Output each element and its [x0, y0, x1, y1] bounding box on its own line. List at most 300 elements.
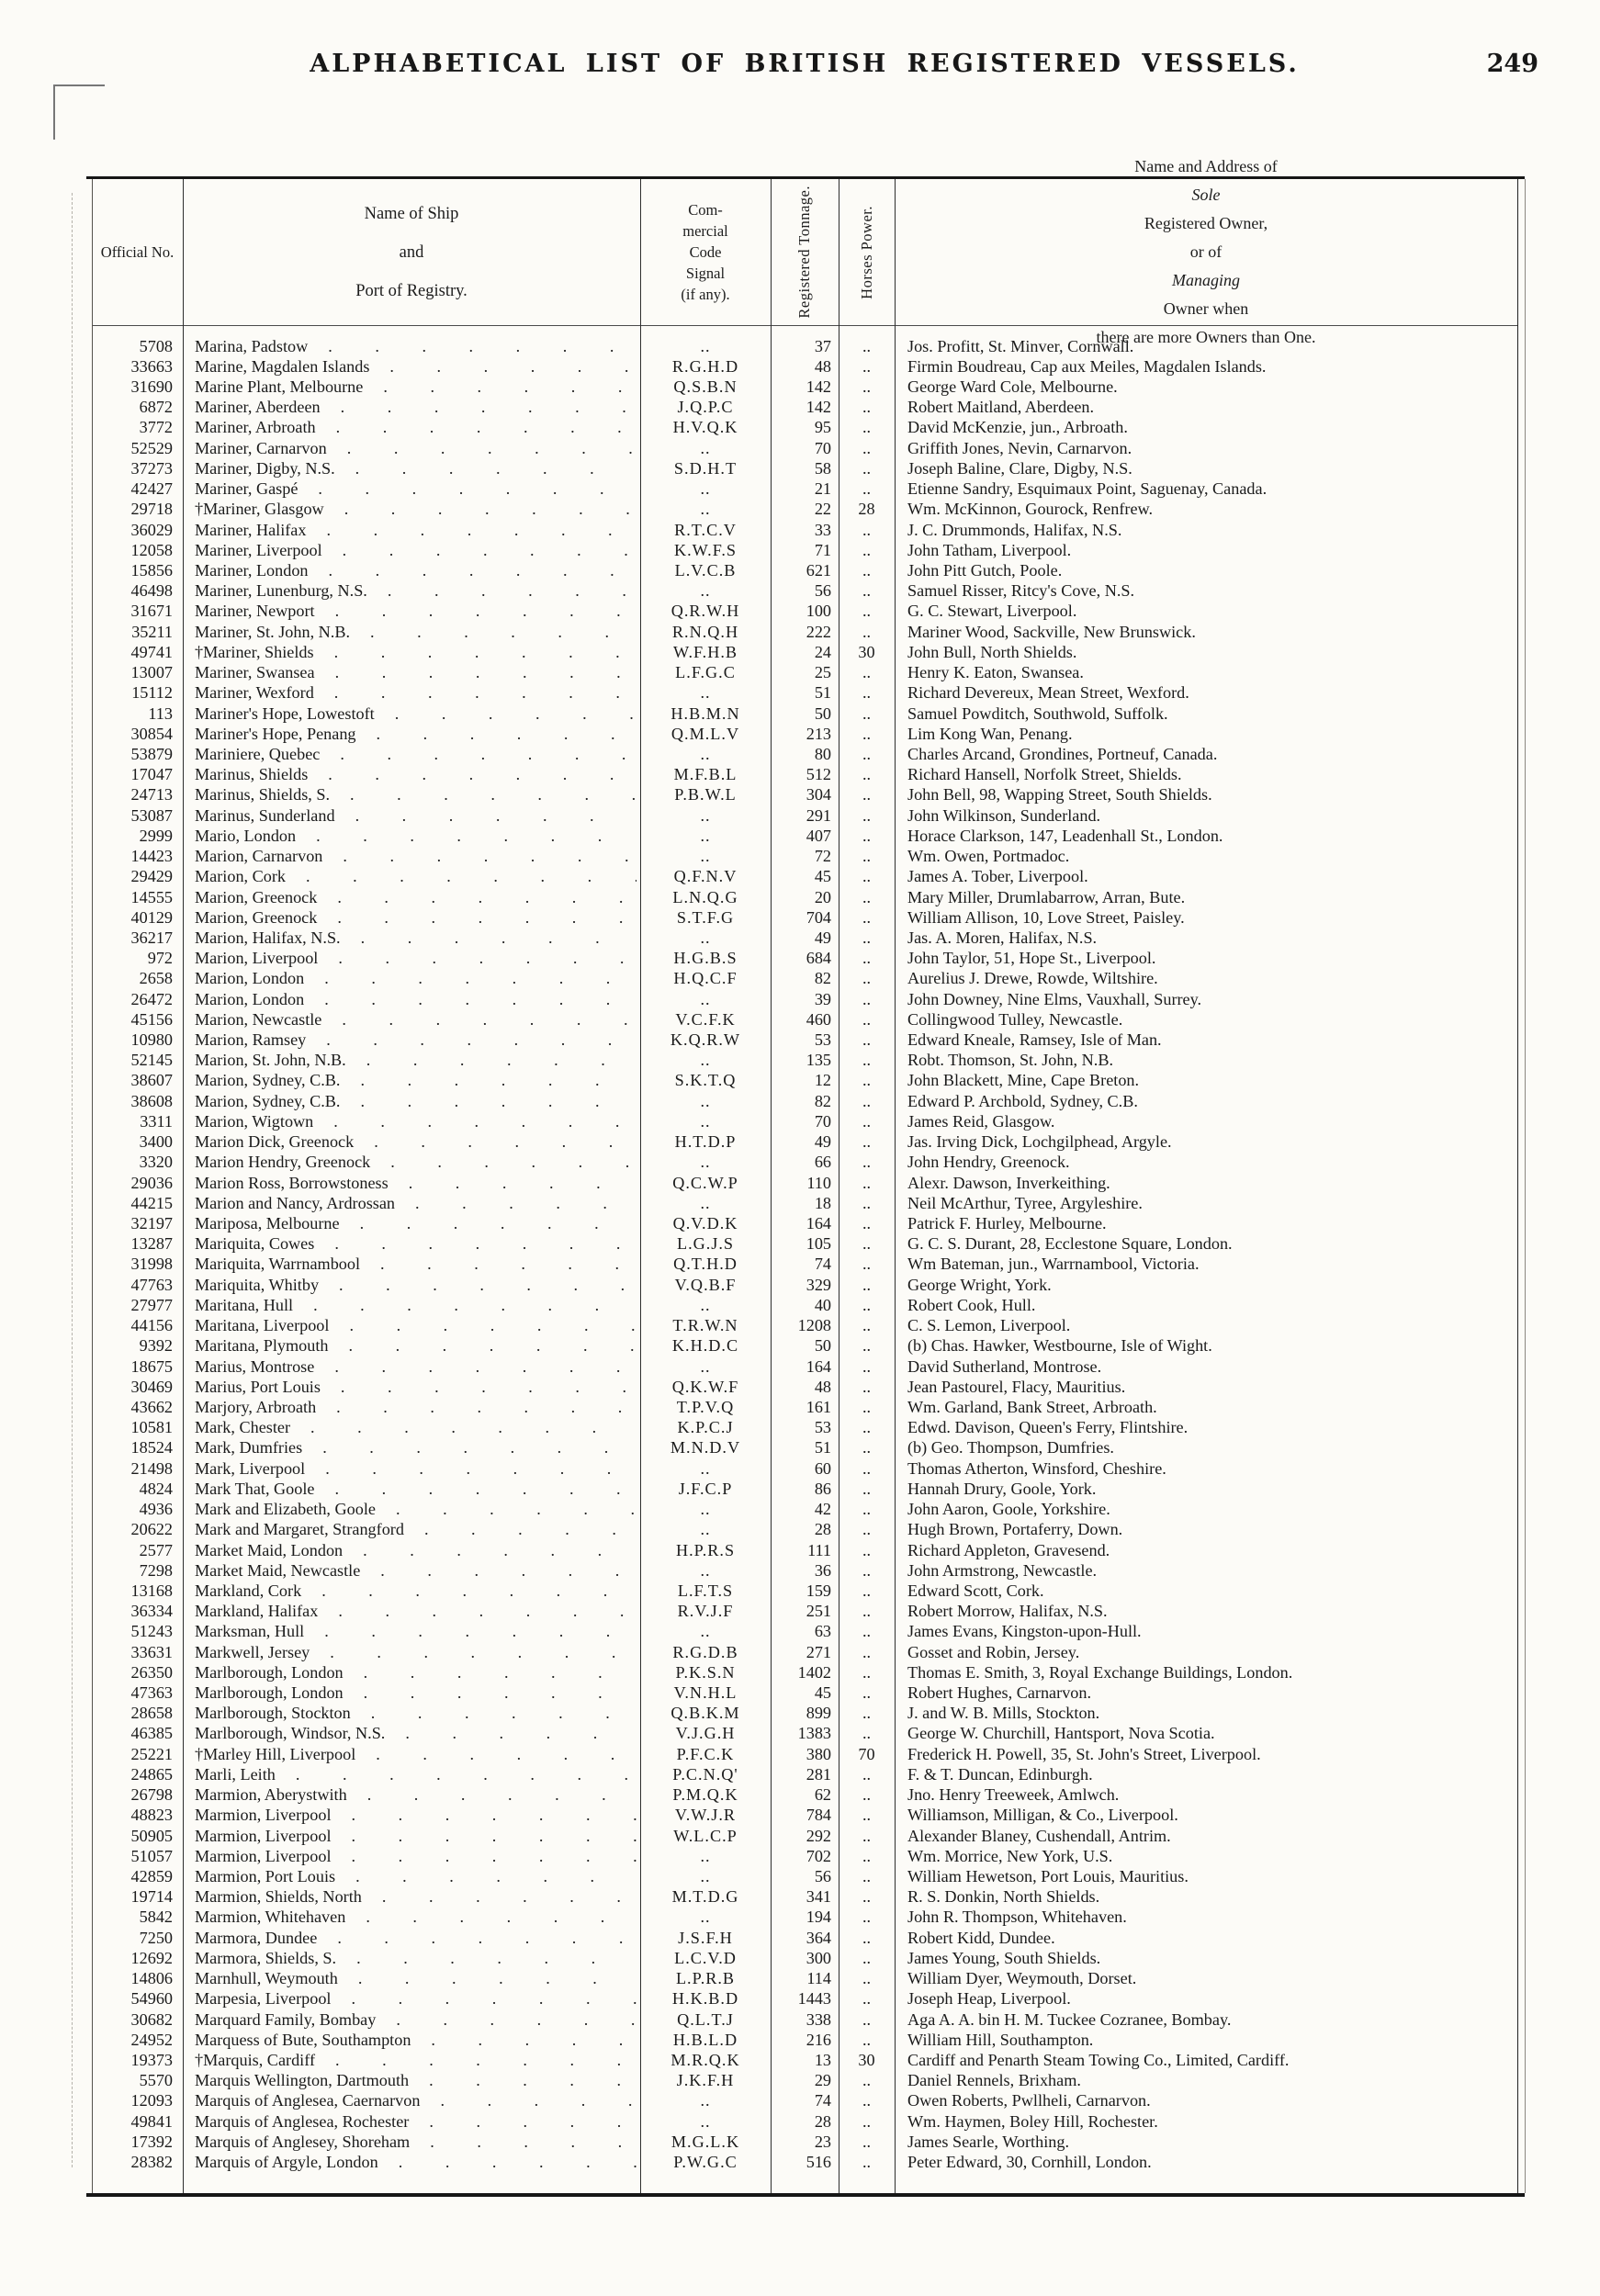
- code-signal-cell: ..: [700, 847, 711, 866]
- table-row: [92, 2050, 1517, 2070]
- leader-dots: [355, 1867, 637, 1886]
- table-row: [92, 1316, 1517, 1336]
- owner-cell: G. C. Stewart, Liverpool.: [907, 602, 1077, 621]
- ship-name-cell: Marnhull, Weymouth . . .: [183, 1969, 640, 1988]
- code-signal-cell: V.N.H.L: [673, 1683, 738, 1703]
- official-no-cell: 14555: [130, 887, 173, 906]
- tonnage-cell: 18: [814, 1193, 831, 1212]
- code-signal-cell: R.G.D.B: [672, 1642, 738, 1661]
- official-no-cell: 13168: [130, 1581, 173, 1600]
- official-no-cell: 42427: [130, 479, 173, 499]
- tonnage-cell: 36: [814, 1560, 831, 1580]
- table-row: [92, 744, 1517, 764]
- leader-dots: [405, 1724, 637, 1743]
- horse-power-cell: ..: [862, 1683, 872, 1703]
- ship-name-cell: Marlborough, London . . .: [183, 1663, 640, 1683]
- table-row: [92, 398, 1517, 418]
- code-signal-cell: ..: [700, 438, 711, 457]
- leader-dots: [334, 1357, 637, 1377]
- tonnage-cell: 1402: [797, 1662, 831, 1682]
- owner-cell: Mariner Wood, Sackville, New Brunswick.: [907, 622, 1196, 641]
- ship-name-cell: Mariner, Aberdeen . . .: [183, 398, 640, 417]
- owner-cell: Joseph Baline, Clare, Digby, N.S.: [907, 458, 1132, 478]
- owner-cell: Wm. McKinnon, Gourock, Renfrew.: [907, 500, 1154, 519]
- owner-cell: Aurelius J. Drewe, Rowde, Wiltshire.: [907, 969, 1158, 988]
- code-signal-cell: ..: [700, 2091, 711, 2110]
- code-signal-cell: ..: [700, 479, 711, 499]
- owner-cell: Charles Arcand, Grondines, Portneuf, Canada.: [907, 744, 1218, 763]
- horse-power-cell: ..: [862, 602, 872, 621]
- horse-power-cell: ..: [862, 1846, 872, 1865]
- table-row: [92, 1397, 1517, 1417]
- tonnage-cell: 300: [806, 1948, 831, 1967]
- official-no-cell: 30469: [130, 1377, 173, 1396]
- official-no-cell: 46498: [130, 581, 173, 601]
- leader-dots: [358, 1969, 637, 1988]
- owner-cell: Jno. Henry Treeweek, Amlwch.: [907, 1785, 1120, 1805]
- owner-cell: Richard Devereux, Mean Street, Wexford.: [907, 683, 1189, 703]
- ship-name-cell: Mariner, Wexford . . .: [183, 683, 640, 703]
- leader-dots: [322, 1438, 637, 1458]
- horse-power-cell: ..: [862, 2132, 872, 2151]
- official-no-cell: 18524: [130, 1438, 173, 1458]
- official-no-cell: 24952: [130, 2030, 173, 2049]
- tonnage-cell: 251: [806, 1602, 831, 1621]
- code-signal-cell: Q.S.B.N: [673, 377, 738, 397]
- owner-cell: Firmin Boudreau, Cap aux Meiles, Magdalen Islands.: [907, 356, 1267, 376]
- official-no-cell: 53879: [130, 744, 173, 763]
- owner-cell: Lim Kong Wan, Penang.: [907, 724, 1073, 743]
- table-row: [92, 805, 1517, 826]
- vessel-table: [92, 157, 1517, 2200]
- tonnage-cell: 341: [806, 1887, 831, 1907]
- owner-cell: Wm. Garland, Bank Street, Arbroath.: [907, 1397, 1157, 1416]
- leader-dots: [396, 2010, 637, 2030]
- table-row: [92, 1153, 1517, 1173]
- tonnage-cell: 13: [814, 2050, 831, 2069]
- table-row: [92, 2030, 1517, 2050]
- ship-name-cell: Mark That, Goole . . .: [183, 1480, 640, 1499]
- horse-power-cell: ..: [862, 581, 872, 601]
- ship-name-cell: Mark, Liverpool . . .: [183, 1459, 640, 1479]
- ship-name-cell: Marmion, Liverpool . . .: [183, 1847, 640, 1866]
- leader-dots: [328, 765, 637, 784]
- ship-name-cell: Marinus, Shields, S. . . .: [183, 785, 640, 805]
- official-no-cell: 2577: [139, 1540, 173, 1559]
- ship-name-cell: Marion, London . . .: [183, 969, 640, 988]
- code-signal-cell: J.S.F.H: [678, 1928, 733, 1947]
- leader-dots: [313, 1296, 637, 1315]
- official-no-cell: 972: [147, 949, 173, 968]
- owner-cell: R. S. Donkin, North Shields.: [907, 1887, 1100, 1907]
- official-no-cell: 30854: [130, 724, 173, 743]
- horse-power-cell: ..: [862, 949, 872, 968]
- table-row: [92, 1642, 1517, 1662]
- official-no-cell: 27977: [130, 1295, 173, 1314]
- code-signal-cell: J.K.F.H: [676, 2071, 735, 2090]
- tonnage-cell: 213: [806, 724, 831, 743]
- ship-name-cell: Marine Plant, Melbourne . . .: [183, 377, 640, 397]
- ship-name-cell: Marmora, Dundee . . .: [183, 1929, 640, 1948]
- leader-dots: [339, 1276, 637, 1295]
- leader-dots: [348, 1336, 637, 1356]
- horse-power-cell: ..: [862, 1234, 872, 1254]
- leader-dots: [337, 888, 637, 907]
- table-row: [92, 907, 1517, 928]
- ship-name-cell: Mariquita, Cowes . . .: [183, 1234, 640, 1254]
- owner-cell: John Blackett, Mine, Cape Breton.: [907, 1071, 1140, 1090]
- horse-power-cell: ..: [862, 867, 872, 886]
- table-row: [92, 949, 1517, 969]
- code-signal-cell: ..: [700, 928, 711, 947]
- ship-name-cell: †Marley Hill, Liverpool . . .: [183, 1745, 640, 1764]
- ship-name-cell: Marius, Montrose . . .: [183, 1357, 640, 1377]
- code-signal-cell: Q.L.T.J: [677, 2009, 734, 2029]
- table-row: [92, 560, 1517, 580]
- horse-power-cell: ..: [862, 336, 872, 355]
- horse-power-cell: ..: [862, 1581, 872, 1600]
- ship-name-cell: Mark, Chester . . .: [183, 1418, 640, 1437]
- code-signal-cell: ..: [700, 1622, 711, 1641]
- table-row: [92, 1213, 1517, 1233]
- official-no-cell: 52529: [130, 438, 173, 457]
- table-row: [92, 1928, 1517, 1948]
- header-ship-name: Name of Ship and Port of Registry.: [355, 204, 468, 300]
- table-row: [92, 1336, 1517, 1356]
- tonnage-cell: 164: [806, 1214, 831, 1233]
- owner-cell: Thomas Atherton, Winsford, Cheshire.: [907, 1458, 1166, 1478]
- horse-power-cell: ..: [862, 1275, 872, 1294]
- ship-name-cell: Marion Hendry, Greenock . . .: [183, 1153, 640, 1172]
- ship-name-cell: Mariner, Lunenburg, N.S. . . .: [183, 581, 640, 601]
- tonnage-cell: 51: [814, 683, 831, 703]
- owner-cell: Jas. Irving Dick, Lochgilphead, Argyle.: [907, 1132, 1172, 1152]
- code-signal-cell: ..: [700, 683, 711, 703]
- horse-power-cell: ..: [862, 1030, 872, 1050]
- official-no-cell: 40129: [130, 907, 173, 927]
- code-signal-cell: S.T.F.G: [676, 907, 735, 927]
- code-signal-cell: L.C.V.D: [674, 1948, 737, 1967]
- owner-cell: F. & T. Duncan, Edinburgh.: [907, 1764, 1093, 1784]
- horse-power-cell: ..: [862, 1724, 872, 1743]
- owner-cell: Joseph Heap, Liverpool.: [907, 1989, 1071, 2009]
- tonnage-cell: 56: [814, 581, 831, 601]
- leader-dots: [340, 745, 637, 764]
- code-signal-cell: Q.B.K.M: [670, 1704, 740, 1723]
- ship-name-cell: Marquis of Anglesey, Shoreham . . .: [183, 2133, 640, 2152]
- table-row: [92, 1989, 1517, 2009]
- table-row: [92, 1030, 1517, 1050]
- tonnage-cell: 704: [806, 907, 831, 927]
- tonnage-cell: 45: [814, 867, 831, 886]
- official-no-cell: 52145: [130, 1051, 173, 1070]
- tonnage-cell: 105: [806, 1234, 831, 1254]
- table-row: [92, 1866, 1517, 1886]
- table-row: [92, 663, 1517, 683]
- code-signal-cell: M.N.D.V: [670, 1438, 741, 1458]
- ship-name-cell: Marmion, Aberystwith . . .: [183, 1785, 640, 1805]
- owner-cell: David McKenzie, jun., Arbroath.: [907, 418, 1128, 437]
- ship-name-cell: Mariposa, Melbourne . . .: [183, 1214, 640, 1233]
- leader-dots: [364, 1683, 637, 1703]
- official-no-cell: 2999: [139, 826, 173, 845]
- code-signal-cell: ..: [700, 1500, 711, 1519]
- official-no-cell: 20622: [130, 1520, 173, 1539]
- owner-cell: G. C. S. Durant, 28, Ecclestone Square, London.: [907, 1234, 1233, 1254]
- owner-cell: Neil McArthur, Tyree, Argyleshire.: [907, 1193, 1143, 1212]
- leader-dots: [321, 1581, 637, 1601]
- leader-dots: [355, 806, 637, 826]
- tonnage-cell: 407: [806, 826, 831, 845]
- table-row: [92, 1275, 1517, 1295]
- code-signal-cell: Q.V.D.K: [672, 1214, 738, 1233]
- leader-dots: [326, 521, 637, 540]
- leader-dots: [364, 1663, 637, 1683]
- leader-dots: [396, 1500, 637, 1519]
- ship-name-cell: Mariquita, Warrnambool . . .: [183, 1255, 640, 1274]
- owner-cell: Collingwood Tulley, Newcastle.: [907, 1009, 1123, 1029]
- ship-name-cell: Mariner, St. John, N.B. . . .: [183, 623, 640, 642]
- leader-dots: [380, 1561, 637, 1581]
- official-no-cell: 26472: [130, 989, 173, 1008]
- tonnage-cell: 329: [806, 1275, 831, 1294]
- tonnage-cell: 159: [806, 1581, 831, 1600]
- owner-cell: John Pitt Gutch, Poole.: [907, 561, 1063, 580]
- leader-dots: [334, 1480, 637, 1499]
- owner-cell: Samuel Powditch, Southwold, Suffolk.: [907, 703, 1168, 723]
- owner-cell: Robert Maitland, Aberdeen.: [907, 398, 1095, 417]
- ship-name-cell: Mariner, Digby, N.S. . . .: [183, 459, 640, 478]
- table-row: [92, 1948, 1517, 1968]
- leader-dots: [376, 1745, 637, 1764]
- leader-dots: [389, 357, 637, 377]
- horse-power-cell: ..: [862, 479, 872, 499]
- official-no-cell: 24865: [130, 1764, 173, 1784]
- leader-dots: [366, 1908, 637, 1927]
- ship-name-cell: Market Maid, London . . .: [183, 1541, 640, 1560]
- tonnage-cell: 95: [814, 418, 831, 437]
- horse-power-cell: ..: [862, 1867, 872, 1886]
- official-no-cell: 113: [148, 703, 173, 723]
- owner-cell: Etienne Sandry, Esquimaux Point, Saguenay, Canada.: [907, 479, 1268, 499]
- code-signal-cell: R.V.J.F: [677, 1602, 734, 1621]
- table-row: [92, 1458, 1517, 1479]
- tonnage-cell: 1443: [797, 1989, 831, 2009]
- table-row: [92, 724, 1517, 744]
- tonnage-cell: 111: [807, 1540, 831, 1559]
- tonnage-cell: 23: [814, 2132, 831, 2151]
- table-row: [92, 1969, 1517, 1989]
- ship-name-cell: Maritana, Liverpool . . .: [183, 1316, 640, 1335]
- official-no-cell: 13007: [130, 663, 173, 682]
- owner-cell: George Wright, York.: [907, 1275, 1052, 1294]
- official-no-cell: 31671: [130, 602, 173, 621]
- official-no-cell: 51057: [130, 1846, 173, 1865]
- code-signal-cell: M.R.Q.K: [670, 2050, 740, 2069]
- code-signal-cell: Q.T.H.D: [673, 1255, 738, 1274]
- code-signal-cell: ..: [700, 805, 711, 825]
- official-no-cell: 12058: [130, 540, 173, 559]
- horse-power-cell: ..: [862, 2091, 872, 2110]
- tonnage-cell: 53: [814, 1030, 831, 1050]
- tonnage-cell: 142: [806, 398, 831, 417]
- ship-name-cell: Markland, Halifax . . .: [183, 1602, 640, 1621]
- tonnage-cell: 142: [806, 377, 831, 397]
- tonnage-cell: 48: [814, 1377, 831, 1396]
- table-row: [92, 1908, 1517, 1928]
- table-row: [92, 1724, 1517, 1744]
- leader-dots: [363, 1541, 637, 1560]
- horse-power-cell: ..: [862, 2111, 872, 2131]
- leader-dots: [328, 337, 637, 356]
- table-row: [92, 438, 1517, 458]
- ship-name-cell: Marion, Newcastle . . .: [183, 1010, 640, 1030]
- tonnage-cell: 281: [806, 1764, 831, 1784]
- code-signal-cell: ..: [700, 1560, 711, 1580]
- leader-dots: [334, 683, 637, 703]
- code-signal-cell: R.N.Q.H: [671, 622, 739, 641]
- code-signal-cell: P.C.N.Q': [672, 1764, 738, 1784]
- owner-cell: C. S. Lemon, Liverpool.: [907, 1316, 1071, 1335]
- table-border-right: [1517, 179, 1518, 2193]
- leader-dots: [324, 1622, 637, 1641]
- table-row: [92, 520, 1517, 540]
- horse-power-cell: ..: [862, 1214, 872, 1233]
- official-no-cell: 15112: [131, 683, 173, 703]
- leader-dots: [352, 1847, 637, 1866]
- horse-power-cell: ..: [862, 1173, 872, 1192]
- leader-dots: [344, 500, 637, 519]
- horse-power-cell: ..: [862, 969, 872, 988]
- code-signal-cell: W.F.H.B: [672, 642, 738, 661]
- official-no-cell: 47763: [130, 1275, 173, 1294]
- code-signal-cell: H.V.Q.K: [672, 418, 738, 437]
- tonnage-cell: 39: [814, 989, 831, 1008]
- horse-power-cell: ..: [862, 398, 872, 417]
- tonnage-cell: 45: [814, 1683, 831, 1703]
- ship-name-cell: Marion, Wigtown . . .: [183, 1112, 640, 1131]
- official-no-cell: 36217: [130, 928, 173, 947]
- official-no-cell: 7298: [139, 1560, 173, 1580]
- table-row: [92, 1071, 1517, 1091]
- code-signal-cell: K.Q.R.W: [670, 1030, 741, 1050]
- official-no-cell: 17047: [130, 765, 173, 784]
- code-signal-cell: V.C.F.K: [675, 1009, 736, 1029]
- leader-dots: [383, 377, 637, 397]
- ship-name-cell: Markwell, Jersey . . .: [183, 1643, 640, 1662]
- table-border-right-outer: [1525, 179, 1526, 2193]
- leader-dots: [382, 1887, 637, 1907]
- ship-name-cell: Marmion, Port Louis . . .: [183, 1867, 640, 1886]
- code-signal-cell: Q.R.W.H: [670, 602, 740, 621]
- official-no-cell: 42859: [130, 1867, 173, 1886]
- horse-power-cell: ..: [862, 765, 872, 784]
- owner-cell: George Ward Cole, Melbourne.: [907, 377, 1118, 397]
- table-row: [92, 1683, 1517, 1703]
- leader-dots: [352, 1827, 637, 1846]
- leader-dots: [336, 418, 637, 437]
- official-no-cell: 18675: [130, 1356, 173, 1376]
- tonnage-cell: 21: [814, 479, 831, 499]
- code-signal-cell: S.K.T.Q: [674, 1071, 737, 1090]
- owner-cell: Wm Bateman, jun., Warrnambool, Victoria.: [907, 1255, 1200, 1274]
- ship-name-cell: Marion Ross, Borrowstoness . . .: [183, 1174, 640, 1193]
- official-no-cell: 31690: [130, 377, 173, 397]
- owner-cell: James Young, South Shields.: [907, 1948, 1101, 1967]
- ship-name-cell: Marpesia, Liverpool . . .: [183, 1989, 640, 2009]
- leader-dots: [395, 704, 637, 724]
- horse-power-cell: ..: [862, 1255, 872, 1274]
- official-no-cell: 12093: [130, 2091, 173, 2110]
- official-no-cell: 7250: [139, 1928, 173, 1947]
- owner-cell: James Reid, Glasgow.: [907, 1111, 1055, 1131]
- horse-power-cell: ..: [862, 907, 872, 927]
- official-no-cell: 46385: [130, 1724, 173, 1743]
- ship-name-cell: Marius, Port Louis . . .: [183, 1378, 640, 1397]
- owner-cell: John Taylor, 51, Hope St., Liverpool.: [907, 949, 1156, 968]
- code-signal-cell: H.T.D.P: [674, 1132, 737, 1152]
- horse-power-cell: ..: [862, 744, 872, 763]
- official-no-cell: 9392: [139, 1336, 173, 1356]
- table-row: [92, 1785, 1517, 1806]
- tonnage-cell: 33: [814, 520, 831, 539]
- ship-name-cell: Marmora, Shields, S. . . .: [183, 1949, 640, 1968]
- tonnage-cell: 50: [814, 1336, 831, 1356]
- code-signal-cell: J.Q.P.C: [677, 398, 734, 417]
- table-row: [92, 581, 1517, 602]
- table-row: [92, 2132, 1517, 2152]
- ship-name-cell: Marion, Sydney, C.B. . . .: [183, 1092, 640, 1111]
- table-row: [92, 1091, 1517, 1111]
- horse-power-cell: ..: [862, 2030, 872, 2049]
- table-row: [92, 1581, 1517, 1601]
- official-no-cell: 28658: [130, 1704, 173, 1723]
- tonnage-cell: 512: [806, 765, 831, 784]
- official-no-cell: 33631: [130, 1642, 173, 1661]
- leader-dots: [350, 785, 637, 805]
- table-row: [92, 1173, 1517, 1193]
- table-row: [92, 1295, 1517, 1315]
- ship-name-cell: Marion Dick, Greenock . . .: [183, 1132, 640, 1152]
- leader-dots: [334, 643, 637, 662]
- horse-power-cell: 70: [858, 1744, 875, 1763]
- owner-cell: Robert Kidd, Dundee.: [907, 1928, 1055, 1947]
- owner-cell: (b) Chas. Hawker, Westbourne, Isle of Wight.: [907, 1336, 1212, 1356]
- code-signal-cell: ..: [700, 581, 711, 601]
- ship-name-cell: Mariner, Arbroath . . .: [183, 418, 640, 437]
- table-row: [92, 418, 1517, 438]
- tonnage-cell: 380: [806, 1744, 831, 1763]
- owner-cell: George W. Churchill, Hantsport, Nova Scotia.: [907, 1724, 1215, 1743]
- header-official-no: Official No.: [100, 242, 175, 261]
- leader-dots: [330, 1643, 637, 1662]
- tonnage-cell: 60: [814, 1458, 831, 1478]
- tonnage-cell: 86: [814, 1479, 831, 1498]
- code-signal-cell: ..: [700, 1908, 711, 1927]
- official-no-cell: 47363: [130, 1683, 173, 1703]
- tonnage-cell: 110: [806, 1173, 831, 1192]
- code-signal-cell: H.K.B.D: [671, 1989, 739, 2009]
- code-signal-cell: ..: [700, 1051, 711, 1070]
- code-signal-cell: Q.F.N.V: [673, 867, 738, 886]
- tonnage-cell: 48: [814, 356, 831, 376]
- ship-name-cell: Marlborough, Windsor, N.S. . . .: [183, 1724, 640, 1743]
- leader-dots: [306, 867, 637, 886]
- leader-dots: [343, 541, 637, 560]
- tonnage-cell: 49: [814, 1132, 831, 1152]
- code-signal-cell: Q.M.L.V: [670, 724, 740, 743]
- horse-power-cell: ..: [862, 1418, 872, 1437]
